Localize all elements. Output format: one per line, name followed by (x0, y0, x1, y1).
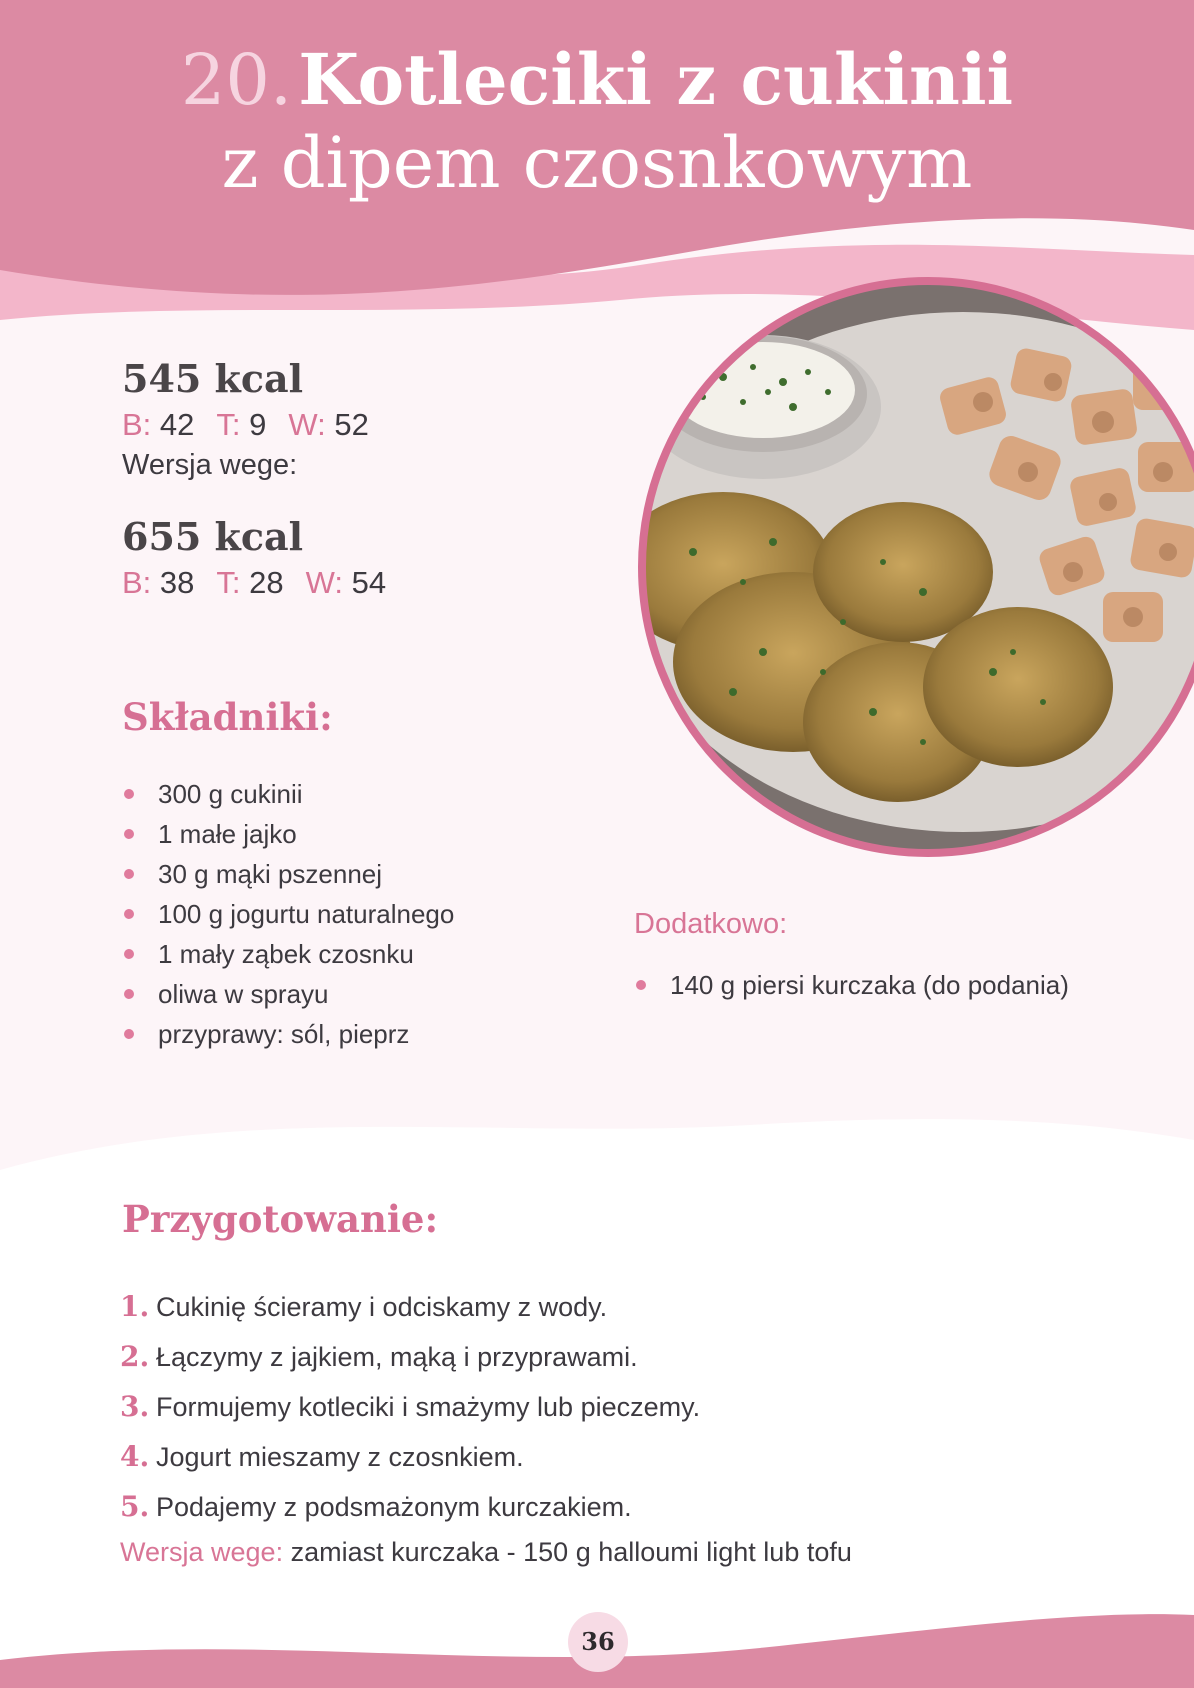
extras-heading: Dodatkowo: (634, 908, 788, 940)
preparation-heading: Przygotowanie: (122, 1197, 439, 1241)
list-item: 1 mały ząbek czosnku (122, 934, 454, 974)
ingredients-heading: Składniki: (122, 695, 333, 739)
kcal-vegan: 655 kcal (122, 514, 304, 559)
preparation-steps (120, 1282, 700, 1532)
step-item: 1. Cukinię ścieramy i odciskamy z wody. (120, 1290, 608, 1323)
list-item: 30 g mąki pszennej (122, 854, 454, 894)
list-item: oliwa w sprayu (122, 974, 454, 1014)
fat-value: 28 (249, 565, 284, 600)
nutrition-vegan (122, 514, 386, 601)
step-item: 2. Łączymy z jajkiem, mąką i przyprawami. (120, 1340, 638, 1373)
extras-list (634, 965, 1069, 1005)
fat-value: 9 (249, 407, 267, 442)
carbs-value: 52 (334, 407, 369, 442)
macros-vegan: B: 38 T: 28 W: 54 (122, 565, 387, 600)
list-item: 140 g piersi kurczaka (do podania) (634, 965, 1069, 1005)
vegan-note-label: Wersja wege: (120, 1537, 284, 1567)
protein-value: 42 (159, 407, 195, 442)
recipe-number: 20. (180, 39, 293, 121)
macros-regular: B: 42 T: 9 W: 52 (122, 407, 369, 442)
title-line-1: Kotleciki z cukinii (298, 38, 1014, 121)
kcal-regular: 545 kcal (122, 356, 304, 401)
page-number: 36 (568, 1612, 628, 1672)
title-line-2: z dipem czosnkowym (221, 122, 973, 204)
nutrition-regular (122, 356, 369, 482)
vegan-version-label: Wersja wege: (122, 449, 298, 481)
dish-photo (633, 272, 1194, 862)
vegan-note-text: zamiast kurczaka - 150 g halloumi light lub tofu (290, 1537, 852, 1567)
protein-value: 38 (159, 565, 195, 600)
page-title (0, 38, 1194, 204)
ingredients-list (122, 774, 454, 1054)
vegan-note (120, 1537, 852, 1568)
step-item: 4. Jogurt mieszamy z czosnkiem. (120, 1440, 524, 1473)
step-item: 5. Podajemy z podsmażonym kurczakiem. (120, 1490, 632, 1523)
list-item: 100 g jogurtu naturalnego (122, 894, 454, 934)
list-item: 300 g cukinii (122, 774, 454, 814)
list-item: 1 małe jajko (122, 814, 454, 854)
step-item: 3. Formujemy kotleciki i smażymy lub pieczemy. (120, 1390, 701, 1423)
carbs-value: 54 (351, 565, 387, 600)
list-item: przyprawy: sól, pieprz (122, 1014, 454, 1054)
